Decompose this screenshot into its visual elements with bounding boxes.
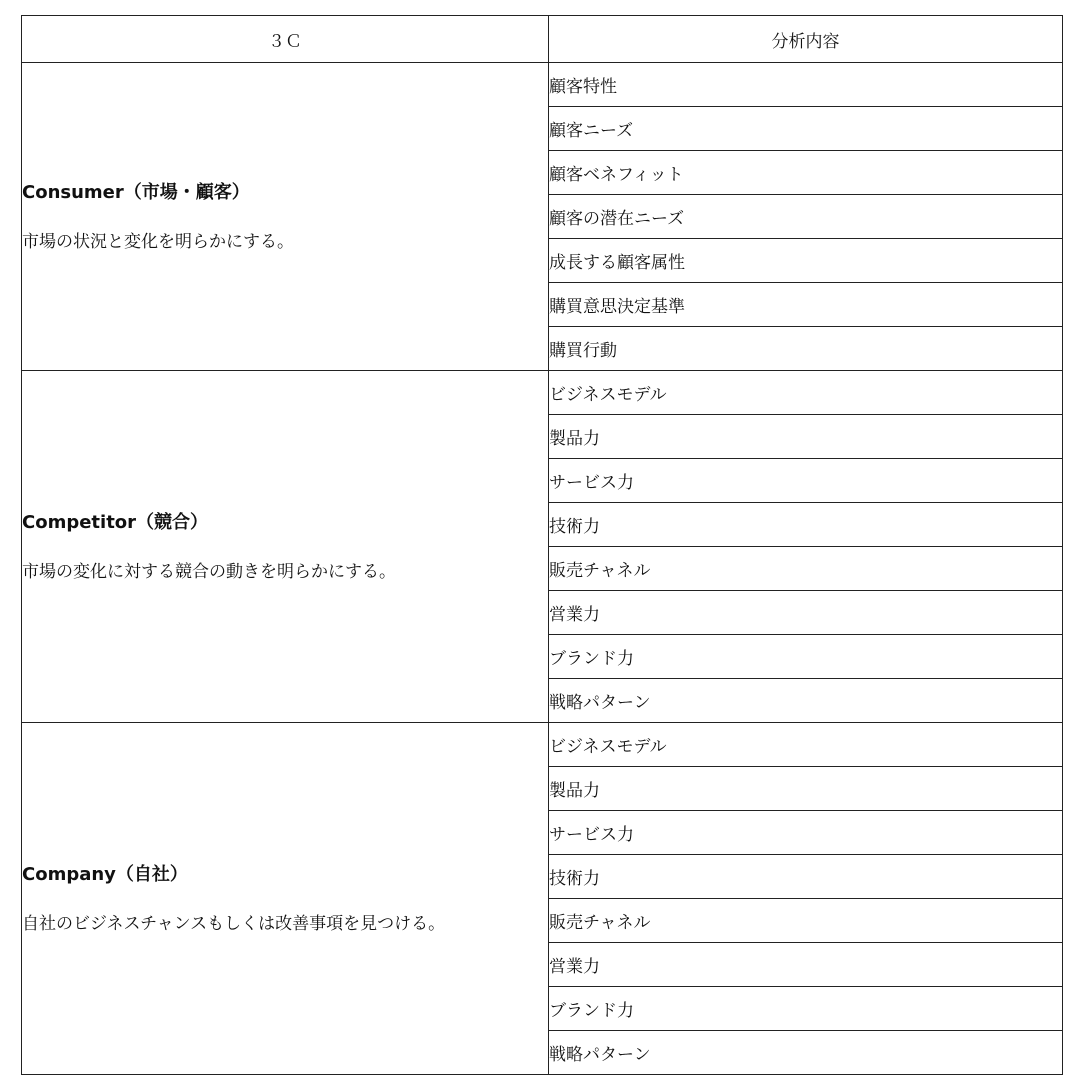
analysis-item: 購買行動 [549,327,1063,371]
analysis-item: 製品力 [549,415,1063,459]
analysis-item: 顧客の潜在ニーズ [549,195,1063,239]
category-cell-competitor [22,371,549,723]
header-3c: ３Ｃ [22,16,549,63]
analysis-item: 成長する顧客属性 [549,239,1063,283]
analysis-item: 営業力 [549,591,1063,635]
category-description: 市場の状況と変化を明らかにする。 [22,231,294,252]
analysis-item: 製品力 [549,767,1063,811]
analysis-item: 購買意思決定基準 [549,283,1063,327]
analysis-item: 営業力 [549,943,1063,987]
analysis-item: 販売チャネル [549,547,1063,591]
category-title: Consumer（市場・顧客） [22,181,250,203]
three-c-analysis-table [21,15,1063,1075]
analysis-item: 顧客特性 [549,63,1063,107]
analysis-item: ブランド力 [549,987,1063,1031]
category-title: Competitor（競合） [22,511,209,533]
analysis-item: 戦略パターン [549,1031,1063,1075]
category-title: Company（自社） [22,863,188,885]
analysis-item: サービス力 [549,811,1063,855]
analysis-item: ビジネスモデル [549,723,1063,767]
analysis-item: 技術力 [549,503,1063,547]
table-row [22,723,1063,767]
analysis-item: 技術力 [549,855,1063,899]
analysis-item: 販売チャネル [549,899,1063,943]
analysis-item: 顧客ベネフィット [549,151,1063,195]
analysis-item: ビジネスモデル [549,371,1063,415]
table-row [22,63,1063,107]
category-cell-consumer [22,63,549,371]
analysis-item: ブランド力 [549,635,1063,679]
analysis-item: 戦略パターン [549,679,1063,723]
analysis-item: サービス力 [549,459,1063,503]
header-row [22,16,1063,63]
analysis-item: 顧客ニーズ [549,107,1063,151]
category-description: 市場の変化に対する競合の動きを明らかにする。 [22,561,396,582]
category-cell-company [22,723,549,1075]
table-row [22,371,1063,415]
header-analysis-content: 分析内容 [549,16,1063,63]
category-description: 自社のビジネスチャンスもしくは改善事項を見つける。 [22,913,446,934]
